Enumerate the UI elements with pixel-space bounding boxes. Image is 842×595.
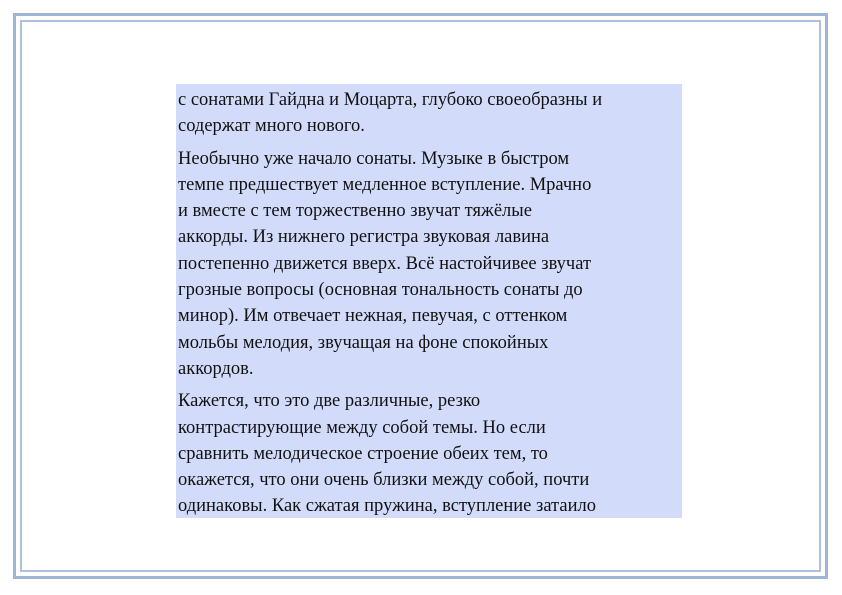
text-line: окажется, что они очень близки между собой, почти xyxy=(178,470,590,491)
text-line: Необычно уже начало сонаты. Музыке в быстром xyxy=(178,148,570,169)
text-line: Кажется, что это две различные, резко xyxy=(178,391,481,412)
text-line: содержат много нового. xyxy=(178,116,365,137)
text-line: аккорды. Из нижнего регистра звуковая лавина xyxy=(178,227,550,248)
text-line: сравнить мелодическое строение обеих тем, то xyxy=(178,443,548,464)
text-line: постепенно движется вверх. Всё настойчивее звучат xyxy=(178,253,592,274)
text-line: минор). Им отвечает нежная, певучая, с оттенком xyxy=(178,306,568,327)
text-line: с сонатами Гайдна и Моцарта, глубоко своеобразны и xyxy=(178,90,603,110)
text-line: и вместе с тем торжественно звучат тяжёлые xyxy=(178,201,532,222)
paragraph-2 xyxy=(178,146,682,383)
selected-text-block[interactable] xyxy=(176,84,682,518)
paragraph-1 xyxy=(178,87,682,140)
text-line: мольбы мелодия, звучащая на фоне спокойных xyxy=(178,332,549,353)
text-line: грозные вопросы (основная тональность сонаты до xyxy=(178,280,583,301)
text-line: темпе предшествует медленное вступление. Мрачно xyxy=(178,174,592,195)
text-line: контрастирующие между собой темы. Но если xyxy=(178,417,546,438)
paragraph-3 xyxy=(178,388,682,518)
text-line: аккордов. xyxy=(178,358,254,379)
text-line: одинаковы. Как сжатая пружина, вступление затаило xyxy=(178,496,596,517)
